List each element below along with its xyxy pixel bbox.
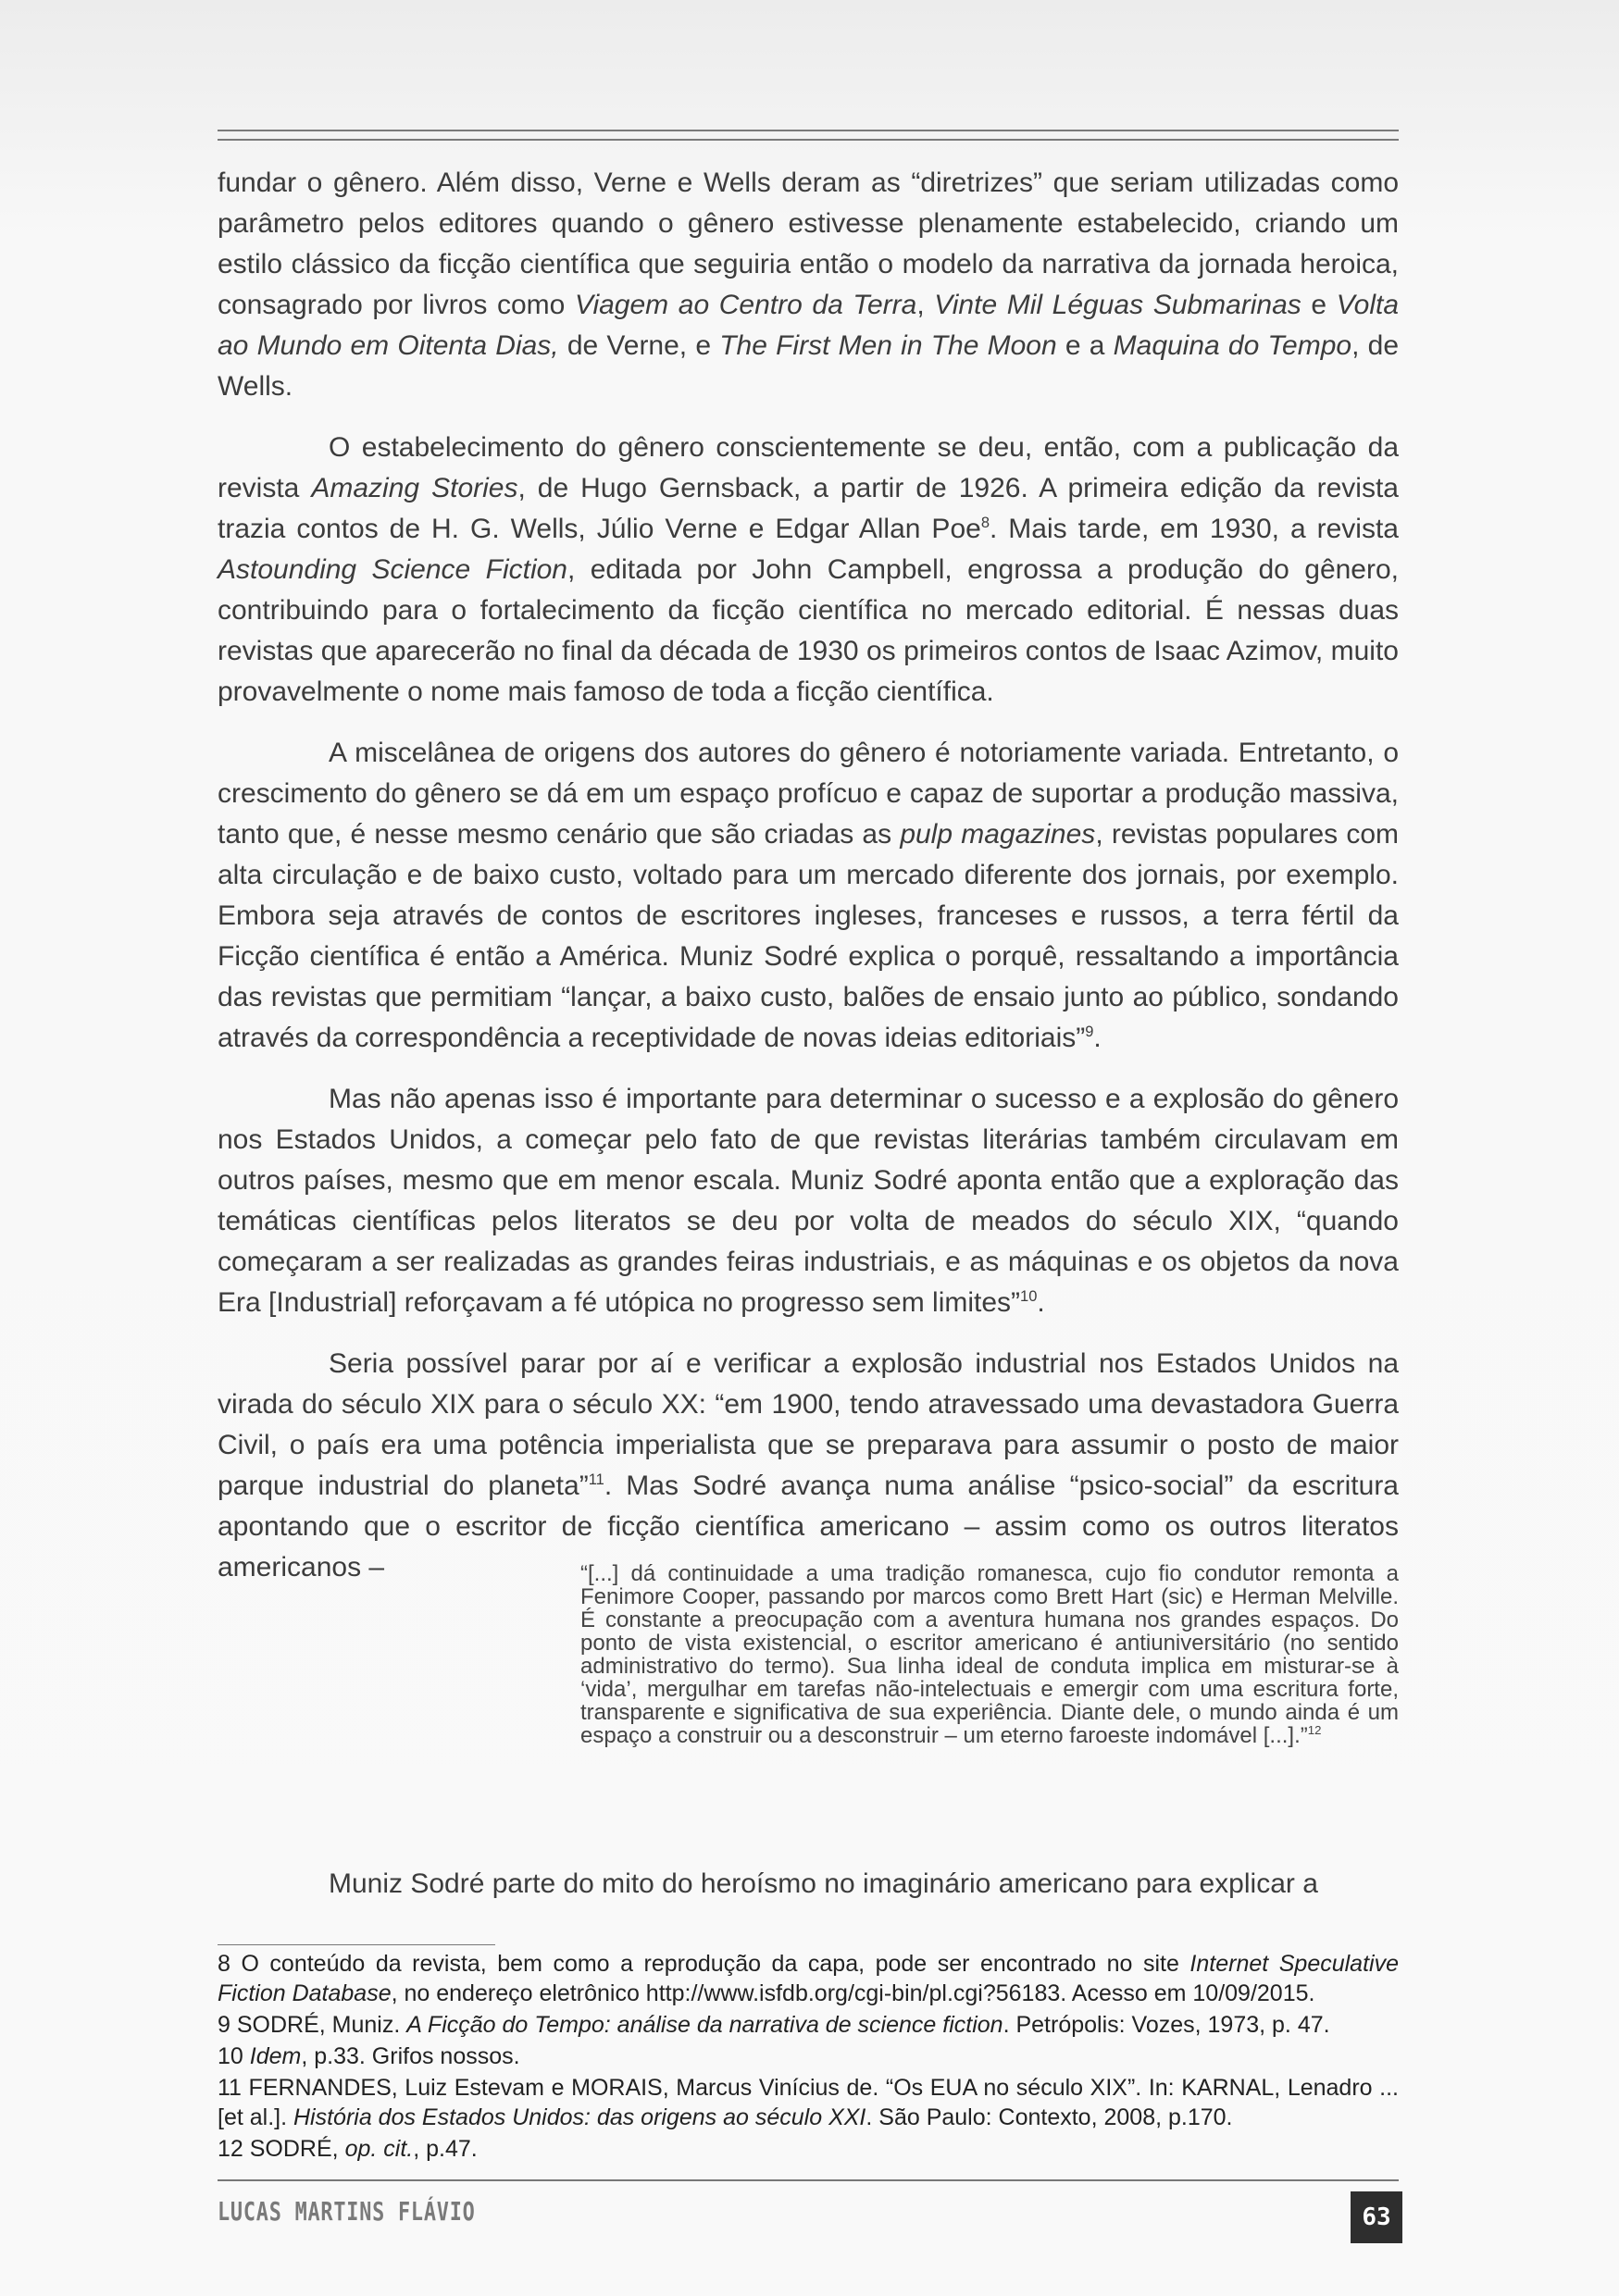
italic-text: A Ficção do Tempo: análise da narrativa de science fiction	[406, 2012, 1003, 2038]
text-run: ,	[916, 290, 935, 320]
text-run: 9 SODRÉ, Muniz.	[218, 2012, 407, 2038]
footnote	[218, 2010, 1399, 2040]
footer-author: LUCAS MARTINS FLÁVIO	[218, 2196, 476, 2227]
text-run: . Mais tarde, em 1930, a revista	[990, 514, 1399, 544]
footnote	[218, 2042, 1399, 2071]
block-quote-text	[580, 1562, 1399, 1747]
footnote-separator	[218, 1944, 495, 1945]
text-run: . São Paulo: Contexto, 2008, p.170.	[866, 2104, 1233, 2130]
text-run: 11 FERNANDES, Luiz Estevam e MORAIS, Marcus Vinícius de. “Os EUA no século XIX”. In: KARNAL, Lenadro ... [et al.].	[218, 2075, 1399, 2130]
italic-text: The First Men in The Moon	[719, 330, 1057, 361]
footnote	[218, 2073, 1399, 2132]
text-run: 10	[218, 2043, 250, 2069]
italic-text: Internet Speculative Fiction Database	[218, 1951, 1399, 2006]
paragraph	[218, 733, 1399, 1059]
italic-text: op. cit.	[344, 2136, 414, 2162]
paragraph	[218, 428, 1399, 713]
italic-text: Idem	[249, 2043, 302, 2069]
italic-text: Astounding Science Fiction	[218, 554, 567, 585]
text-run: e	[1301, 290, 1337, 320]
italic-text: História dos Estados Unidos: das origens ao século XXI	[293, 2104, 866, 2130]
text-run: , p.47.	[413, 2136, 478, 2162]
text-run: de Verne, e	[558, 330, 720, 361]
italic-text: Volta ao Mundo em Oitenta Dias,	[218, 290, 1399, 361]
text-run: .	[1037, 1287, 1045, 1318]
body-text	[218, 163, 1399, 1608]
footnote-ref: 11	[588, 1471, 604, 1488]
italic-text: Amazing Stories	[311, 473, 518, 503]
text-run: fundar o gênero. Além disso, Verne e Wells deram as “diretrizes” que seriam utilizadas como parâmetro pelos editores quando o gênero estivesse plenamente estabelecido, criando um estilo clássico da ficção científica que seguiria então o modelo da narrativa da jornada heroica, consagrado por livros como	[218, 168, 1399, 320]
text-run: “[...] dá continuidade a uma tradição romanesca, cujo fio condutor remonta a Fenimore Cooper, passando por marcos como Brett Hart (sic) e Herman Melville. É constante a preocupação com a aventura humana nos grandes espaços. Do ponto de vista existencial, o escritor americano é antiuniversitário (no sentido administrativo do termo). Sua linha ideal de conduta implica em misturar-se à ‘vida’, mergulhar em tarefas não-intelectuais e emergir com uma escritura forte, transparente e significativa de sua experiência. Diante dele, o mundo ainda é um espaço a construir ou a desconstruir – um eterno faroeste indomável [...].”	[580, 1561, 1399, 1748]
closing-paragraph	[218, 1864, 1399, 1905]
paragraph	[218, 163, 1399, 407]
text-run: , de Hugo Gernsback, a partir de 1926. A primeira edição da revista trazia contos de H. G. Wells, Júlio Verne e Edgar Allan Poe	[218, 473, 1399, 544]
text-run: , editada por John Campbell, engrossa a produção do gênero, contribuindo para o fortalecimento da ficção científica no mercado editorial. É nessas duas revistas que aparecerão no final da década de 1930 os primeiros contos de Isaac Azimov, muito provavelmente o nome mais famoso de toda a ficção científica.	[218, 554, 1400, 707]
footnote	[218, 2134, 1399, 2164]
italic-text: Vinte Mil Léguas Submarinas	[934, 290, 1301, 320]
text-run: , de Wells.	[218, 330, 1400, 402]
italic-text: pulp magazines	[900, 819, 1096, 850]
text-run: A miscelânea de origens dos autores do gênero é notoriamente variada. Entretanto, o crescimento do gênero se dá em um espaço profícuo e capaz de suportar a produção massiva, tanto que, é nesse mesmo cenário que são criadas as	[218, 738, 1399, 850]
footnote-ref: 9	[1085, 1024, 1094, 1040]
text-run: 8 O conteúdo da revista, bem como a reprodução da capa, pode ser encontrado no site	[218, 1951, 1190, 1977]
text-run: . Petrópolis: Vozes, 1973, p. 47.	[1003, 2012, 1330, 2038]
text-run: .	[1093, 1023, 1102, 1053]
text-run: Seria possível parar por aí e verificar a explosão industrial nos Estados Unidos na virada do século XIX para o século XX: “em 1900, tendo atravessado uma devastadora Guerra Civil, o país era uma potência imperialista que se preparava para assumir o posto de maior parque industrial do planeta”	[218, 1348, 1399, 1501]
text-run: , no endereço eletrônico http://www.isfdb.org/cgi-bin/pl.cgi?56183. Acesso em 10/09/2015.	[391, 1980, 1315, 2006]
text-run: 12 SODRÉ,	[218, 2136, 345, 2162]
footnote-ref: 8	[980, 515, 990, 531]
footnote-ref: 12	[1307, 1723, 1322, 1737]
footnotes	[218, 1949, 1399, 2166]
text-run: , revistas populares com alta circulação e de baixo custo, voltado para um mercado diferente dos jornais, por exemplo. Embora seja através de contos de escritores ingleses, franceses e russos, a terra fértil da Ficção científica é então a América. Muniz Sodré explica o porquê, ressaltando a importância das revistas que permitiam “lançar, a baixo custo, balões de ensaio junto ao público, sondando através da correspondência a receptividade de novas ideias editoriais”	[218, 819, 1400, 1053]
text-run: . Mas Sodré avança numa análise “psico-social” da escritura apontando que o escritor de ficção científica americano – assim como os outros literatos americanos –	[218, 1471, 1399, 1582]
italic-text: Viagem ao Centro da Terra	[574, 290, 917, 320]
text-run: Muniz Sodré parte do mito do heroísmo no imaginário americano para explicar a	[329, 1868, 1318, 1899]
text-run: , p.33. Grifos nossos.	[301, 2043, 520, 2069]
text-run: Mas não apenas isso é importante para determinar o sucesso e a explosão do gênero nos Estados Unidos, a começar pelo fato de que revistas literárias também circulavam em outros países, mesmo que em menor escala. Muniz Sodré aponta então que a exploração das temáticas científicas pelos literatos se deu por volta de meados do século XIX, “quando começaram a ser realizadas as grandes feiras industriais, e as máquinas e os objetos da nova Era [Industrial] reforçavam a fé utópica no progresso sem limites”	[218, 1084, 1399, 1318]
paragraph	[218, 1344, 1399, 1588]
block-quote	[580, 1562, 1399, 1747]
footnote	[218, 1949, 1399, 2008]
text-run: e a	[1056, 330, 1114, 361]
page-number: 63	[1351, 2191, 1402, 2243]
footnote-ref: 10	[1020, 1288, 1038, 1305]
paragraph	[218, 1079, 1399, 1323]
italic-text: Maquina do Tempo	[1113, 330, 1352, 361]
text-run: O estabelecimento do gênero conscientemente se deu, então, com a publicação da revista	[218, 432, 1399, 503]
header-double-rule	[218, 130, 1399, 141]
footer-rule	[218, 2179, 1399, 2181]
paragraph	[218, 1864, 1399, 1905]
